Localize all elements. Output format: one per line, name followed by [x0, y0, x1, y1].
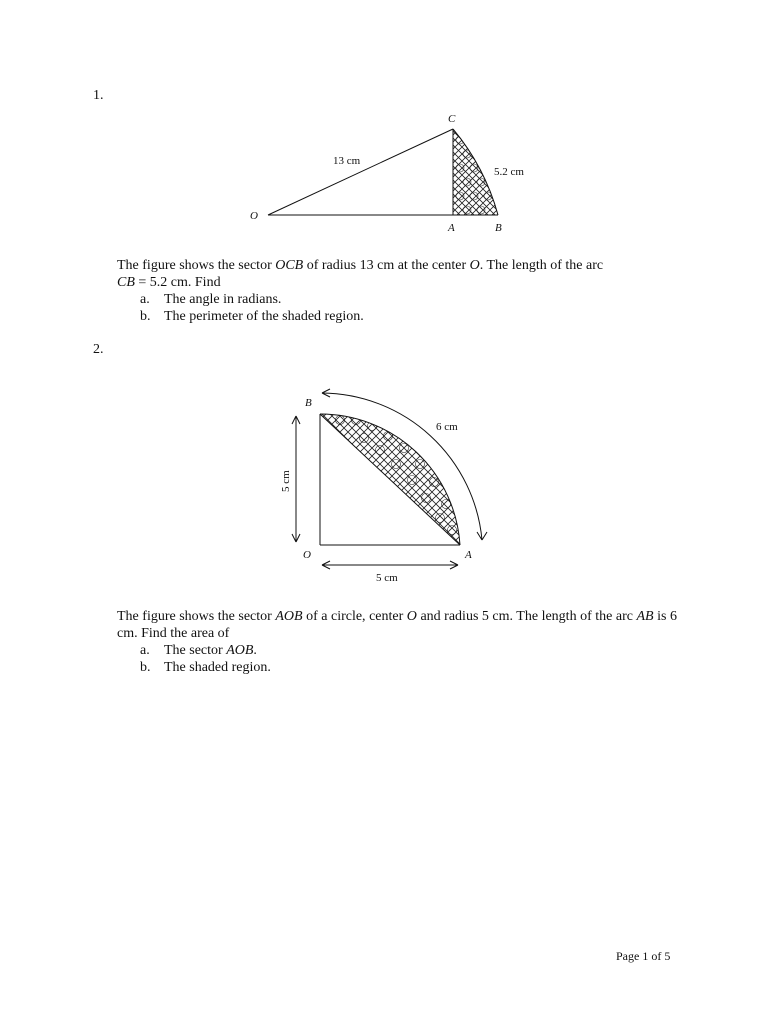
label-A-2: A — [465, 549, 472, 561]
question-1-text: The figure shows the sector OCB of radius 13 cm at the center O. The length of the arc CB = 5.2 cm. Find — [117, 258, 604, 290]
page-number: Page 1 of 5 — [616, 949, 671, 963]
question-1-figure — [0, 0, 768, 250]
question-1-part-a: a. The angle in radians. — [140, 292, 282, 307]
label-O-2: O — [303, 549, 311, 561]
question-2-text: The figure shows the sector AOB of a circle, center O and radius 5 cm. The length of the arc AB is 6 cm. Find the area of — [117, 609, 677, 641]
vertical-label: 5 cm — [280, 470, 292, 492]
label-O: O — [250, 210, 258, 222]
horizontal-label: 5 cm — [376, 572, 398, 584]
question-1-number: 1. — [93, 88, 104, 103]
arc-length-label: 6 cm — [436, 421, 458, 433]
label-A: A — [448, 222, 455, 234]
question-1-part-b: b. The perimeter of the shaded region. — [140, 309, 364, 324]
question-1-parts — [140, 291, 364, 325]
question-2-part-a: a. The sector AOB. — [140, 643, 257, 658]
label-B-2: B — [305, 397, 312, 409]
question-2-parts — [140, 642, 271, 676]
radius-OC — [268, 129, 453, 215]
label-C: C — [448, 113, 456, 125]
arc-label: 5.2 cm — [494, 166, 524, 178]
question-2-number: 2. — [93, 342, 104, 357]
radius-label: 13 cm — [333, 155, 361, 167]
question-2-part-b: b. The shaded region. — [140, 660, 271, 675]
label-B: B — [495, 222, 502, 234]
question-2-figure — [0, 380, 768, 590]
